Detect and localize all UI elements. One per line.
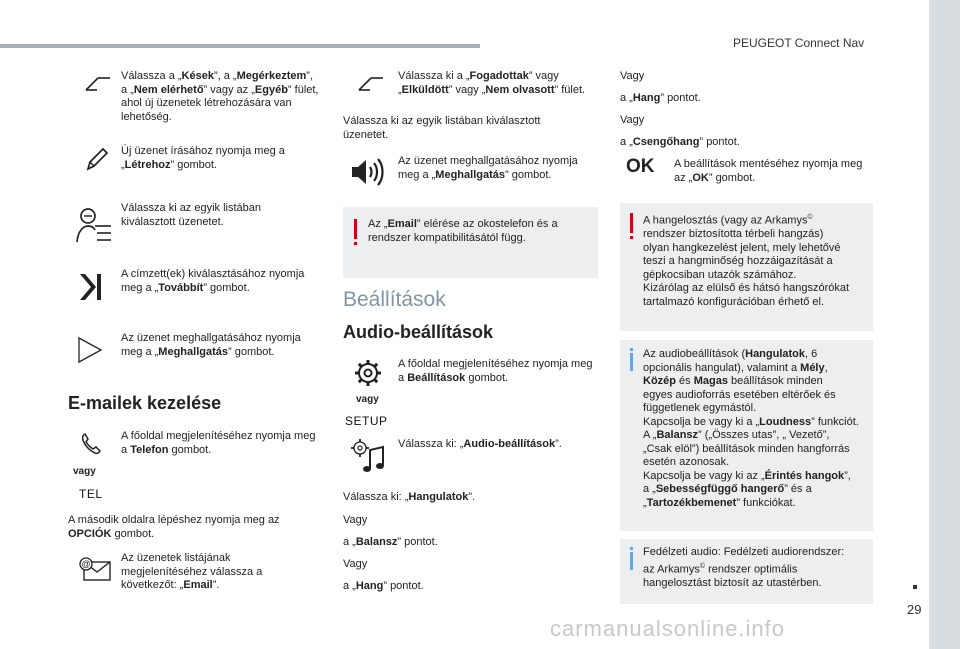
audio-heading: Audio-beállítások xyxy=(343,322,494,342)
setup-button-label: SETUP xyxy=(345,414,388,428)
or-text-4: Vagy xyxy=(620,114,645,126)
phone-icon xyxy=(80,432,102,456)
speaker-icon xyxy=(350,157,384,187)
forward-text: A címzett(ek) kiválasztásához nyomja meg a „Továbbít” gombot. xyxy=(121,268,305,294)
svg-text:@: @ xyxy=(81,559,91,569)
gear-music-icon xyxy=(350,438,386,476)
pencil-line-icon-2 xyxy=(357,74,385,92)
email-heading: E-mailek kezelése xyxy=(68,393,222,413)
onboard-audio-text: Fedélzeti audio: Fedélzeti audiorendszer: az Arkamys© rendszer optimális hangelosztást biztosít az utastérben. xyxy=(643,546,845,589)
balance-text: a „Balansz” pontot. xyxy=(343,536,438,548)
forward-icon xyxy=(78,272,102,302)
email-list-text: Az üzenetek listájának megjelenítéséhez válassza a következőt: „Email”. xyxy=(121,552,263,591)
chime-text: a „Csengőhang” pontot. xyxy=(620,136,740,148)
email-warning-text: Az „Email” elérése az okostelefon és a rendszer kompatibilitásától függ. xyxy=(368,218,558,244)
settings-text: A főoldal megjelenítéséhez nyomja meg a Beállítások gombot. xyxy=(398,358,593,384)
or-label-2: vagy xyxy=(356,394,379,405)
warning-icon xyxy=(354,219,357,239)
options-text: A második oldalra lépéshez nyomja meg az OPCIÓK gombot. xyxy=(68,514,280,540)
received-tab-text: Válassza ki a „Fogadottak” vagy „Elküldött” vagy „Nem olvasott” fület. xyxy=(398,70,586,96)
tel-button-label: TEL xyxy=(79,487,103,501)
email-icon xyxy=(78,556,112,582)
or-label: vagy xyxy=(73,466,96,477)
sound-text: a „Hang” pontot. xyxy=(343,580,424,592)
side-strip xyxy=(929,0,960,649)
phone-text: A főoldal megjelenítéséhez nyomja meg a Telefon gombot. xyxy=(121,430,316,456)
play-icon xyxy=(77,336,103,364)
listen-text: Az üzenet meghallgatásához nyomja meg a „Meghallgatás” gombot. xyxy=(121,332,301,358)
select-message-text: Válassza ki az egyik listában kiválasztott üzenetet. xyxy=(121,202,262,228)
settings-heading: Beállítások xyxy=(343,288,446,311)
gear-icon xyxy=(353,358,383,388)
or-text-2: Vagy xyxy=(343,558,368,570)
create-text: Új üzenet írásához nyomja meg a „Létrehoz” gombot. xyxy=(121,145,285,171)
pencil-icon xyxy=(84,145,110,173)
page-dot xyxy=(913,585,917,589)
warning-icon-2 xyxy=(630,213,633,233)
audio-info-text: Az audiobeállítások (Hangulatok, 6 opcionális hangulat), valamint a Mély, Közép és Magas beállítások minden egyes audioforrás esetében eltérőek és függetlenek egymástól. Kapcsolja be vagy ki a „Loudness” funkciót. A „Balansz” („Összes utas”, „ Vezető”, „Csak elöl”) beállítások minden hangforrás esetén azonosak. Kapcsolja be vagy ki az „Érintés hangok”, a „Sebességfüggő hangerő” és a „Tartozékbemenet” funkciókat. xyxy=(643,348,859,509)
page-number: 29 xyxy=(907,602,922,617)
info-icon-2 xyxy=(630,552,633,570)
pencil-line-icon xyxy=(84,74,112,92)
info-icon xyxy=(630,353,633,371)
sound-text-2: a „Hang” pontot. xyxy=(620,92,701,104)
balance-warning-text: A hangelosztás (vagy az Arkamys© rendszer biztosította térbeli hangzás) olyan hangkezelést jelent, mely lehetővé teszi a hangminőség hozzáigazítását a gépkocsiban utazók számához. Kizárólag az elülső és hátsó hangszórókat tartalmazó konfigurációban érhető el. xyxy=(643,214,850,308)
select-list-text: Válassza ki az egyik listában kiválasztott üzenetet. xyxy=(343,115,541,141)
listen-text-2: Az üzenet meghallgatásához nyomja meg a „Meghallgatás” gombot. xyxy=(398,155,578,181)
or-text-1: Vagy xyxy=(343,514,368,526)
page-header: PEUGEOT Connect Nav xyxy=(733,36,865,50)
person-list-icon xyxy=(76,206,112,246)
or-text-3: Vagy xyxy=(620,70,645,82)
choose-tab-text: Válassza a „Kések”, a „Megérkeztem”, a „Nem elérhető” vagy az „Egyéb” fület, ahol új üzenetek létrehozására van lehetőség. xyxy=(121,70,319,123)
tone-text: Válassza ki: „Hangulatok”. xyxy=(343,491,476,503)
watermark: carmanualsonline.info xyxy=(550,616,786,641)
header-rule xyxy=(0,44,480,48)
audio-settings-text: Válassza ki: „Audio-beállítások”. xyxy=(398,438,562,450)
ok-text: A beállítások mentéséhez nyomja meg az „OK” gombot. xyxy=(674,158,863,184)
ok-button-label: OK xyxy=(626,156,655,177)
